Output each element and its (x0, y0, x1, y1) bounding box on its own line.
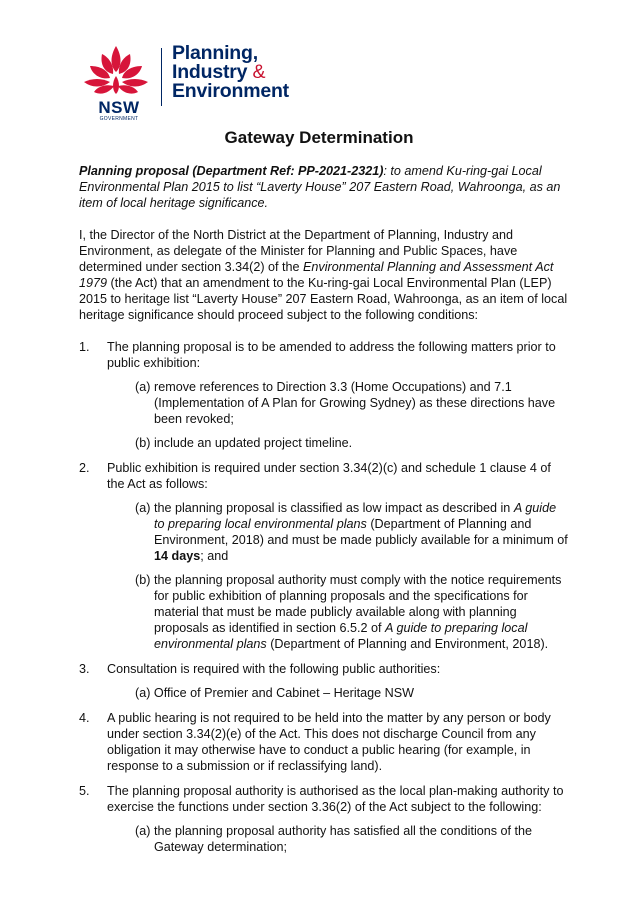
department-line-1: Planning, (172, 42, 258, 64)
sub-item: (a) remove references to Direction 3.3 (Home Occupations) and 7.1 (Implementation of A Plan for Growing Sydney) as these directions have been revoked; (135, 380, 556, 426)
condition-text: Public exhibition is required under section 3.34(2)(c) and schedule 1 clause 4 of the Act as follows: (107, 461, 551, 491)
department-line-3: Environment (172, 80, 289, 102)
condition-item: 4. A public hearing is not required to be held into the matter by any person or body under section 3.34(2)(e) of the Act. This does not discharge Council from any obligation it may otherwise have to conduct a public hearing (for example, in response to a submission or if reclassifying land). (79, 710, 569, 774)
sub-item: (b) include an updated project timeline. (135, 436, 353, 450)
condition-item: 2. Public exhibition is required under section 3.34(2)(c) and schedule 1 clause 4 of the Act as follows: (a) the planning proposal is classified as low impact as described in A guide to preparing local environmental plans (Department of Planning and Environment, 2018) and must be made publicly available for a minimum of 14 days; and (b) the planning proposal authority must comply with the notice requirements for public exhibition of planning proposals and the specifications for material that must be made publicly available along with planning proposals as identified in section 6.5.2 of A guide to preparing local environmental plans (Department of Planning and Environment, 2018). (79, 461, 568, 651)
nsw-word: NSW (98, 98, 140, 117)
condition-text: The planning proposal is to be amended to address the following matters prior to public exhibition: (107, 340, 556, 370)
government-word: GOVERNMENT (99, 116, 139, 122)
sub-item: (b) the planning proposal authority must comply with the notice requirements for public exhibition of planning proposals and the specifications for material that must be made publicly available along with planning proposals as identified in section 6.5.2 of A guide to preparing local environmental plans (Department of Planning and Environment, 2018). (135, 573, 562, 651)
act-name: Environmental Planning and Assessment Act 1979 (79, 260, 554, 290)
determination-statement: I, the Director of the North District at the Department of Planning, Industry and Environment, as delegate of the Minister for Planning and Public Spaces, have determined under section 3.34(2) of the Environmental Planning and Assessment Act 1979 (the Act) that an amendment to the Ku-ring-gai Local Environmental Plan (LEP) 2015 to heritage list “Laverty House” 207 Eastern Road, Wahroonga, as an item of local heritage significance should proceed subject to the following conditions: (79, 228, 568, 322)
logo-divider (161, 48, 162, 106)
department-line-2: Industry & (172, 61, 266, 83)
proposal-ref: Planning proposal (Department Ref: PP-2021-2321) (79, 164, 384, 178)
document-title: Gateway Determination (224, 128, 414, 147)
sub-item: (a) the planning proposal is classified as low impact as described in A guide to preparing local environmental plans (Department of Planning and Environment, 2018) and must be made publicly available for a minimum of 14 days; and (135, 501, 568, 563)
proposal-summary: : to amend Ku-ring-gai Local Environmental Plan 2015 to list “Laverty House” 207 Eastern Road, Wahroonga, as an item of local heritage significance. (79, 164, 561, 210)
condition-text: The planning proposal authority is authorised as the local plan-making authority to exercise the functions under section 3.36(2) of the Act subject to the following: (107, 784, 564, 814)
sub-item: (a) Office of Premier and Cabinet – Heritage NSW (135, 686, 415, 700)
condition-text: A public hearing is not required to be held into the matter by any person or body under section 3.34(2)(e) of the Act. This does not discharge Council from any obligation it may otherwise have to conduct a public hearing (for example, in response to a submission or if reclassifying land). (107, 711, 551, 773)
condition-item: 5. The planning proposal authority is authorised as the local plan-making authority to exercise the functions under section 3.36(2) of the Act subject to the following: (a) the planning proposal authority has satisfied all the conditions of the Gateway determination; (79, 783, 569, 855)
department-name (172, 44, 289, 101)
proposal-intro (79, 163, 569, 211)
condition-item: 3. Consultation is required with the following public authorities: (a) Office of Premier and Cabinet – Heritage NSW (79, 661, 569, 701)
sub-item: (a) the planning proposal authority has satisfied all the conditions of the Gateway determination; (135, 824, 533, 854)
nsw-government-logo (82, 42, 312, 122)
conditions-list (79, 339, 569, 855)
ampersand: & (252, 61, 266, 83)
waratah-flower-icon (82, 42, 150, 104)
condition-text: Consultation is required with the following public authorities: (107, 662, 441, 676)
condition-item: 1. The planning proposal is to be amended to address the following matters prior to public exhibition: (a) remove references to Direction 3.3 (Home Occupations) and 7.1 (Implementation of A Plan for Growing Sydney) as these directions have been revoked; (b) include an updated project timeline. (79, 339, 569, 451)
document-body (79, 163, 569, 864)
